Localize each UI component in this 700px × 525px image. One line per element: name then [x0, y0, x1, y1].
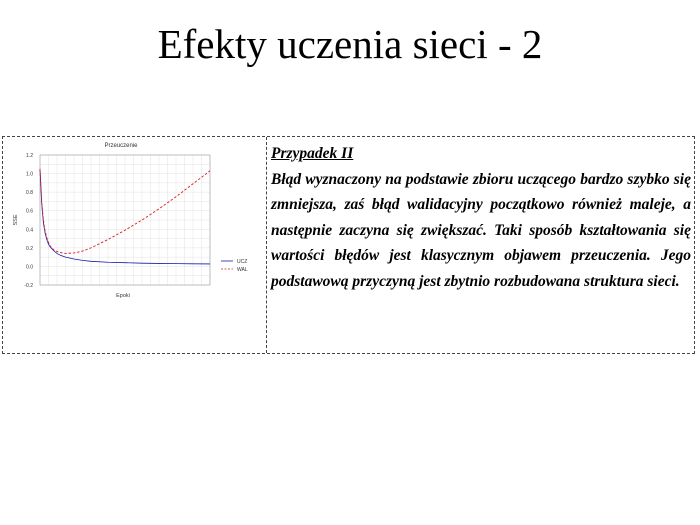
x-axis-label: Epoki [116, 293, 130, 299]
y-tick-label: 1.2 [26, 153, 33, 159]
y-tick-label: 0.2 [26, 245, 33, 252]
case-description: Błąd wyznaczony na podstawie zbioru uczącego bardzo szybko się zmniejsza, zaś błąd walidacyjny początkowo również maleje, a następnie zaczyna się zwiększać. Taki sposób kształtowania się wartości błędów jest klasycznym objawem przeuczenia. Jego podstawową przyczyną jest zbytnio rozbudowana struktura sieci. [271, 170, 691, 290]
chart-legend [221, 259, 248, 273]
y-tick-label: 1.0 [26, 171, 33, 178]
content-table [2, 136, 695, 354]
y-tick-label: 0.8 [26, 190, 33, 197]
text-cell [267, 137, 694, 353]
legend-label-wal: WAL [237, 267, 248, 273]
overfitting-chart [3, 137, 266, 353]
y-tick-label: 0.6 [26, 208, 33, 215]
y-axis-label: SSE [13, 214, 19, 226]
y-tick-label: 0.0 [26, 264, 33, 271]
chart-title: Przeuczenie [104, 143, 138, 149]
y-tick-label: -0.2 [24, 283, 33, 289]
case-title: Przypadek II [271, 145, 354, 162]
chart-grid [40, 155, 210, 285]
y-tick-labels [24, 153, 33, 289]
slide-title: Efekty uczenia sieci - 2 [157, 21, 543, 67]
legend-label-ucz: UCZ [237, 259, 248, 265]
chart-cell [3, 137, 267, 353]
y-tick-label: 0.4 [26, 227, 33, 234]
